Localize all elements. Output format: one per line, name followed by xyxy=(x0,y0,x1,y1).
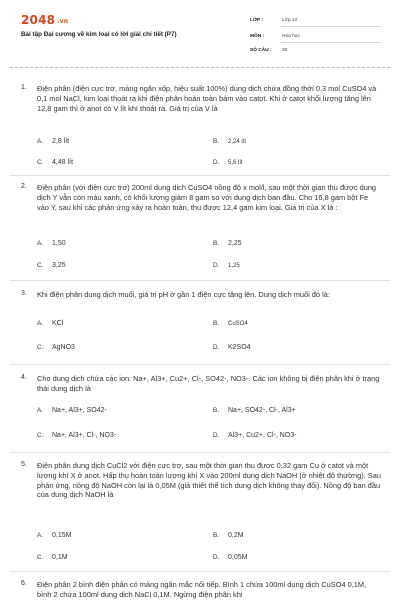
question-divider xyxy=(10,364,390,365)
question-number: 3. xyxy=(21,290,27,297)
option-value: AgNO3 xyxy=(52,344,75,351)
question-text: Điện phân dung dịch CuCl2 với điện cực trơ, sau một thời gian thu được 0,32 gam Cu ở catot và một lượng khí X ở anot. Hấp thụ hoàn toàn lượng khí X vào 200ml dung dịch NaOH (ở nhiệt độ thường). Sau phản ứng, nồng độ NaOH còn lại là 0,05M (giả thiết thể tích dung dịch không thay đổi). Nồng độ ban đầu của dung dịch NaOH là xyxy=(37,461,381,500)
logo-text: 2048 xyxy=(21,13,56,27)
option-b[interactable] xyxy=(213,407,296,414)
option-label: B. xyxy=(213,240,220,247)
option-c[interactable] xyxy=(37,344,75,351)
question-number: 6. xyxy=(21,580,27,587)
option-label: D. xyxy=(213,262,220,269)
option-d[interactable] xyxy=(213,432,296,439)
option-value: KCl xyxy=(52,320,64,327)
option-a[interactable] xyxy=(37,532,71,539)
option-label: C. xyxy=(37,432,44,439)
question-number: 5. xyxy=(21,461,27,468)
option-label: D. xyxy=(213,432,220,439)
option-value: 2,8 lít xyxy=(52,138,70,145)
option-value: 1,50 xyxy=(52,240,66,247)
site-logo[interactable] xyxy=(21,13,68,27)
option-a[interactable] xyxy=(37,240,66,247)
option-value: 3,25 xyxy=(52,262,66,269)
divider xyxy=(281,26,381,27)
divider xyxy=(281,42,381,43)
option-label: C. xyxy=(37,159,44,166)
document-header xyxy=(0,0,400,68)
option-b[interactable] xyxy=(213,240,242,247)
question-divider xyxy=(10,280,390,281)
option-d[interactable] xyxy=(213,262,240,269)
question-text: Khi điện phân dung dịch muối, giá trị pH ở gần 1 điện cực tăng lên. Dung dịch muối đó là: xyxy=(37,290,330,299)
question-divider xyxy=(10,452,390,453)
option-value: 2,24 lít xyxy=(228,139,247,145)
option-value: Al3+, Cu2+, Cl-, NO3- xyxy=(228,432,297,439)
question-divider xyxy=(10,571,390,572)
option-label: A. xyxy=(37,320,44,327)
option-label: D. xyxy=(213,554,220,561)
option-a[interactable] xyxy=(37,138,69,145)
header-divider xyxy=(10,67,390,68)
option-c[interactable] xyxy=(37,432,116,439)
option-label: A. xyxy=(37,240,44,247)
question-text: Điện phân (với điện cực trơ) 200ml dung dịch CuSO4 nồng độ x mol/l, sau một thời gian thu được dung dịch Y vẫn còn màu xanh, có khối lượng giảm 8 gam so với dung dịch ban đầu. Cho 16,8 gam bột Fe vào Y, sau khi các phản ứng xảy ra hoàn toàn, thu được 12,4 gam kim loại. Giá trị của X là : xyxy=(37,183,377,212)
option-label: B. xyxy=(213,532,220,539)
option-b[interactable] xyxy=(213,138,246,145)
option-d[interactable] xyxy=(213,554,247,561)
option-c[interactable] xyxy=(37,554,68,561)
option-value: 4,48 lít xyxy=(52,159,74,166)
logo-suffix: .vn xyxy=(57,18,69,25)
question-text: Điện phân (điện cực trơ, màng ngăn xốp, hiệu suất 100%) dung dịch chứa đồng thời 0,3 mol CuSO4 và 0,1 mol NaCl, kim loại thoát ra khi điện phân hoàn toàn bám vào catot. Khi ở catot khối lượng tăng lên 12,8 gam thì ở anot có V lít khí thoát ra. Giá trị của V là xyxy=(37,84,377,113)
option-c[interactable] xyxy=(37,262,66,269)
question-number: 2. xyxy=(21,183,27,190)
question-text: Điện phân 2 bình điện phân có màng ngăn mắc nối tiếp. Bình 1 chứa 100ml dung dịch CuSO4 0,1M, bình 2 chứa 100ml dung dịch NaCl 0,1M. Ngừng điện phân khi xyxy=(37,580,367,599)
option-label: C. xyxy=(37,554,44,561)
option-value: 0,1M xyxy=(52,554,68,561)
question-text: Cho dung dịch chứa các ion: Na+, Al3+, Cu2+, Cl-, SO42-, NO3-. Các ion không bị điện phân khi ở trạng thái dung dịch là xyxy=(37,374,380,393)
option-b[interactable] xyxy=(213,320,248,327)
option-label: B. xyxy=(213,138,220,145)
option-label: B. xyxy=(213,320,220,327)
subject-label: MÔN : xyxy=(250,34,265,39)
option-b[interactable] xyxy=(213,532,244,539)
option-label: D. xyxy=(213,159,220,166)
option-d[interactable] xyxy=(213,159,243,166)
option-label: A. xyxy=(37,407,44,414)
subject-value: Hóa học xyxy=(282,34,300,39)
option-a[interactable] xyxy=(37,320,63,327)
question-divider xyxy=(10,175,390,176)
option-label: B. xyxy=(213,407,220,414)
option-value: 0,15M xyxy=(52,532,72,539)
option-value: 1,25 xyxy=(228,263,240,269)
option-value: 5,6 lít xyxy=(228,160,243,166)
option-value: 0,05M xyxy=(228,554,248,561)
option-value: Na+, Al3+, SO42- xyxy=(52,407,107,414)
question-number: 4. xyxy=(21,374,27,381)
option-value: 0,2M xyxy=(228,532,244,539)
option-value: K2SO4 xyxy=(228,344,251,351)
document-title: Bài tập Đại cương về kim loại có lời giải chi tiết (P7) xyxy=(21,31,177,38)
option-label: A. xyxy=(37,138,44,145)
option-c[interactable] xyxy=(37,159,73,166)
option-value: 2,25 xyxy=(228,240,242,247)
option-value: Na+, SO42-, Cl-, Al3+ xyxy=(228,407,296,414)
option-a[interactable] xyxy=(37,407,107,414)
option-label: D. xyxy=(213,344,220,351)
option-value: Na+, Al3+, Cl-, NO3- xyxy=(52,432,117,439)
count-label: SỐ CÂU : xyxy=(250,48,272,53)
option-label: C. xyxy=(37,262,44,269)
count-value: 30 xyxy=(282,48,288,53)
option-value: CuSO4 xyxy=(228,321,248,327)
class-label: LỚP : xyxy=(250,18,264,23)
class-value: Lớp 12 xyxy=(282,18,298,23)
question-number: 1. xyxy=(21,84,27,91)
option-d[interactable] xyxy=(213,344,251,351)
option-label: C. xyxy=(37,344,44,351)
option-label: A. xyxy=(37,532,44,539)
